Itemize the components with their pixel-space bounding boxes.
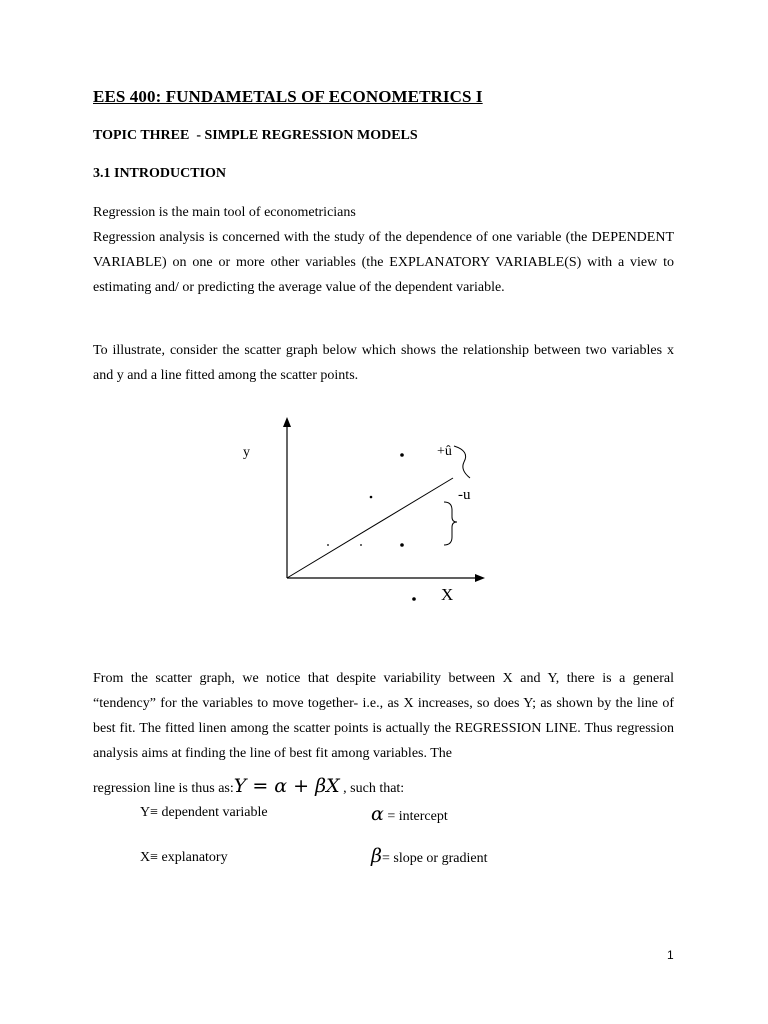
y-axis-arrowhead [283, 417, 291, 427]
beta-symbol: β [371, 845, 382, 867]
residual-brace-lower [444, 502, 457, 545]
regression-suffix: , such that: [339, 781, 405, 796]
definition-y: Y≡ dependent variable [140, 805, 268, 820]
course-title: EES 400: FUNDAMETALS OF ECONOMETRICS I [93, 87, 483, 106]
scatter-point [412, 597, 416, 601]
definition-beta [371, 845, 487, 867]
negative-residual-label: -u [458, 487, 471, 503]
section-heading: 3.1 INTRODUCTION [93, 166, 227, 181]
y-axis-label: y [243, 445, 250, 460]
illustrate-paragraph: To illustrate, consider the scatter graph below which shows the relationship between two variables x and y and a line fitted among the scatter points. [93, 343, 674, 383]
intro-lead-paragraph: Regression is the main tool of econometricians [93, 205, 356, 220]
scatter-point [327, 544, 329, 546]
after-graph-paragraph: From the scatter graph, we notice that despite variability between X and Y, there is a general “tendency” for the variables to move together- i.e., as X increases, so does Y; as shown by the line of best fit. The fitted linen among the scatter points is actually the REGRESSION LINE. Thus regression analysis aims at finding the line of best fit among variables. The [93, 671, 674, 761]
x-axis-arrowhead [475, 574, 485, 582]
topic-heading: TOPIC THREE - SIMPLE REGRESSION MODELS [93, 128, 418, 143]
definition-alpha [371, 803, 448, 825]
alpha-symbol: α [371, 803, 384, 825]
regression-equation-line [93, 771, 674, 804]
alpha-definition: = intercept [383, 809, 448, 824]
regression-prefix: regression line is thus as: [93, 781, 234, 796]
beta-definition: = slope or gradient [381, 851, 488, 866]
positive-residual-label: +û [437, 444, 452, 459]
scatter-point [400, 543, 404, 547]
regression-equation: Y = α + βX [233, 775, 340, 797]
regression-line [287, 478, 453, 578]
page-number: 1 [667, 948, 674, 962]
definition-x: X≡ explanatory [140, 850, 228, 865]
scatter-point [370, 496, 373, 499]
scatter-point [400, 453, 404, 457]
intro-body-paragraph: Regression analysis is concerned with the study of the dependence of one variable (the DEPENDENT VARIABLE) on one or more other variables (the EXPLANATORY VARIABLE(S) with a view to estimating and/ or predicting the average value of the dependent variable. [93, 230, 674, 295]
residual-brace-upper [454, 446, 470, 478]
scatter-point [360, 544, 362, 546]
x-axis-label: X [441, 585, 454, 604]
